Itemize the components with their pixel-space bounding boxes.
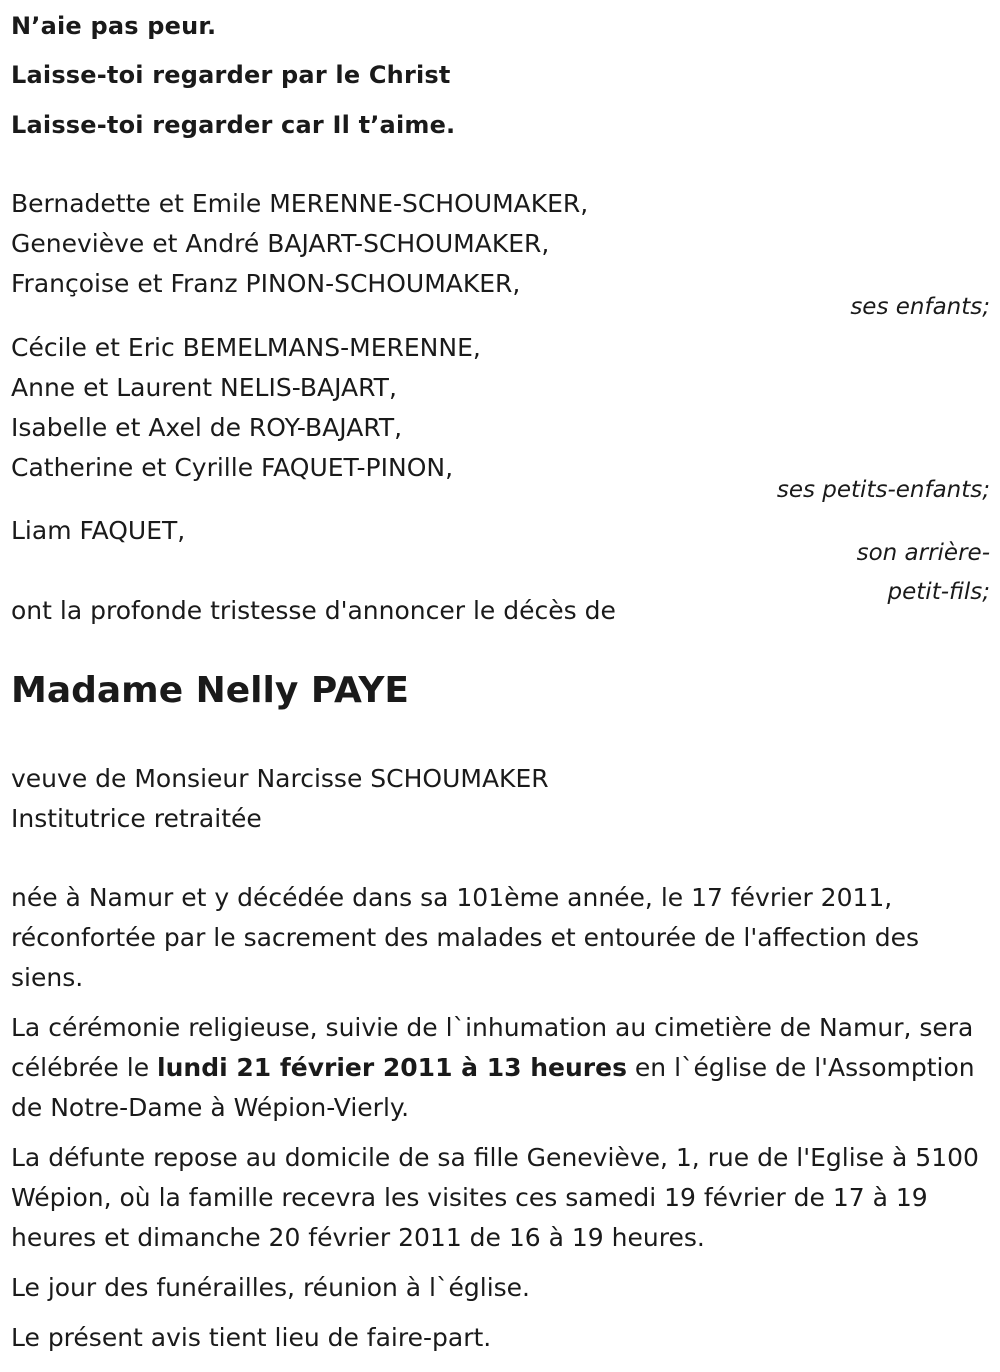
- birth-death-paragraph: née à Namur et y décédée dans sa 101ème année, le 17 février 2011, réconfortée par le sacrement des malades et entourée de l'affection des siens.: [11, 883, 920, 992]
- grandchild-name: Anne et Laurent NELIS-BAJART,: [11, 373, 397, 402]
- profession: Institutrice retraitée: [11, 804, 262, 833]
- great-grandchild-relation-1: son arrière-: [856, 540, 990, 566]
- ceremony-paragraph: [11, 1008, 996, 1128]
- ceremony-text-before: La cérémonie religieuse, suivie de l`inhumation au cimetière de Namur, sera célébrée le: [11, 1013, 974, 1082]
- child-name: Françoise et Franz PINON-SCHOUMAKER,: [11, 269, 521, 298]
- verse-line-3: Laisse-toi regarder car Il t’aime.: [11, 111, 456, 139]
- funeral-day-paragraph: Le jour des funérailles, réunion à l`église.: [11, 1273, 530, 1302]
- child-name: Bernadette et Emile MERENNE-SCHOUMAKER,: [11, 189, 589, 218]
- grandchildren-relation: ses petits-enfants;: [776, 477, 990, 503]
- deceased-name: Madame Nelly PAYE: [11, 670, 410, 711]
- grandchild-name: Cécile et Eric BEMELMANS-MERENNE,: [11, 333, 481, 362]
- announcement: ont la profonde tristesse d'annoncer le décès de: [11, 596, 616, 625]
- verse-line-1: N’aie pas peur.: [11, 12, 217, 40]
- grandchild-name: Catherine et Cyrille FAQUET-PINON,: [11, 453, 454, 482]
- widow-of: veuve de Monsieur Narcisse SCHOUMAKER: [11, 764, 549, 793]
- ceremony-date: lundi 21 février 2011 à 13 heures: [157, 1053, 627, 1082]
- great-grandchild-relation-2: petit-fils;: [887, 579, 990, 605]
- notice-paragraph: Le présent avis tient lieu de faire-part.: [11, 1323, 492, 1352]
- ceremony-text-after: en l`église de l'Assomption de Notre-Dame à Wépion-Vierly.: [11, 1053, 975, 1122]
- verse-line-2: Laisse-toi regarder par le Christ: [11, 61, 451, 89]
- grandchild-name: Isabelle et Axel de ROY-BAJART,: [11, 413, 403, 442]
- visit-paragraph: La défunte repose au domicile de sa fille Geneviève, 1, rue de l'Eglise à 5100 Wépion, où la famille recevra les visites ces samedi 19 février de 17 à 19 heures et dimanche 20 février 2011 de 16 à 19 heures.: [11, 1143, 979, 1252]
- great-grandchild-name: Liam FAQUET,: [11, 516, 186, 545]
- child-name: Geneviève et André BAJART-SCHOUMAKER,: [11, 229, 550, 258]
- children-relation: ses enfants;: [850, 294, 990, 320]
